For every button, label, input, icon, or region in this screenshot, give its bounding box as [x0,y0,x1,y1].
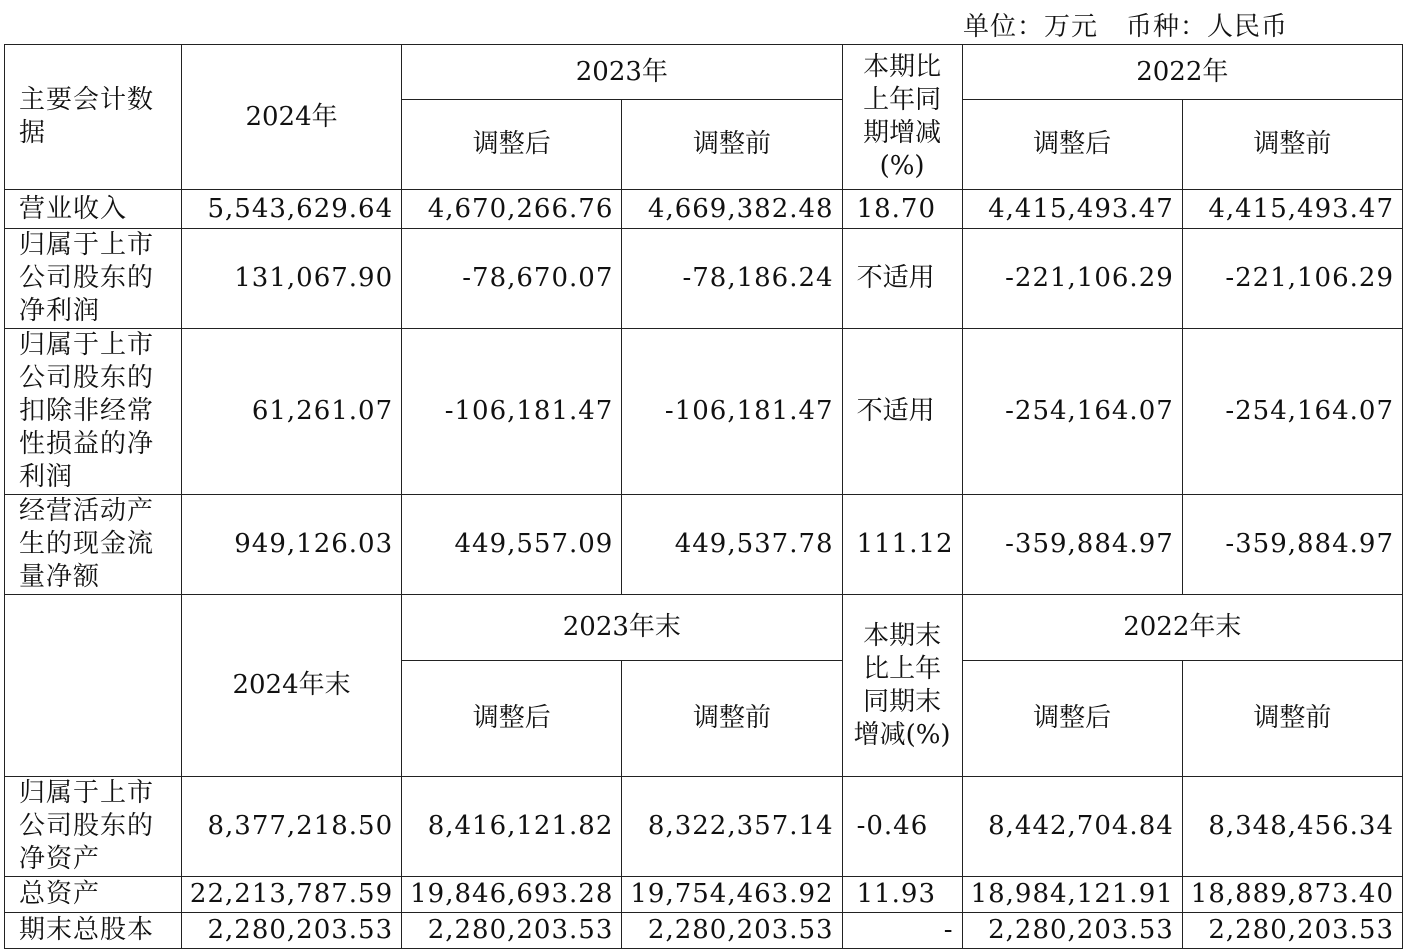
cell-2022-adjusted: -254,164.07 [962,329,1182,495]
unit-label: 单位：万元 [962,12,1098,42]
row-label: 总资产 [5,877,182,913]
cell-2022-adjusted: -359,884.97 [962,495,1182,595]
row-label: 归属于上市公司股东的净资产 [5,777,182,877]
header-row-1 [5,45,1403,100]
cell-2023-end-before: 8,322,357.14 [622,777,842,877]
row-label: 期末总股本 [5,913,182,949]
cell-2022-before: -254,164.07 [1182,329,1402,495]
cell-change-end: - [842,913,962,949]
cell-2023-end-adjusted: 2,280,203.53 [402,913,622,949]
cell-change: 111.12 [842,495,962,595]
table-row [5,190,1403,229]
cell-2022-before: 4,415,493.47 [1182,190,1402,229]
header-2022-end-before: 调整前 [1182,661,1402,777]
header-2024: 2024年 [181,45,401,190]
header-2023-end-before: 调整前 [622,661,842,777]
row-label: 归属于上市公司股东的扣除非经常性损益的净利润 [5,329,182,495]
cell-2024: 131,067.90 [181,229,401,329]
cell-2024: 949,126.03 [181,495,401,595]
table-row [5,877,1403,913]
currency-label: 币种：人民币 [1125,12,1288,42]
row-label: 经营活动产生的现金流量净额 [5,495,182,595]
header-2023: 2023年 [402,45,842,100]
cell-2023-adjusted: -78,670.07 [402,229,622,329]
cell-2023-end-adjusted: 8,416,121.82 [402,777,622,877]
header-2023-adjusted: 调整后 [402,100,622,190]
cell-2023-before: 449,537.78 [622,495,842,595]
unit-line [963,6,1288,43]
cell-change: 18.70 [842,190,962,229]
cell-2022-adjusted: 4,415,493.47 [962,190,1182,229]
cell-2023-before: 4,669,382.48 [622,190,842,229]
cell-2024-end: 8,377,218.50 [181,777,401,877]
cell-2023-before: -106,181.47 [622,329,842,495]
cell-2024: 61,261.07 [181,329,401,495]
table-row [5,777,1403,877]
cell-change: 不适用 [842,229,962,329]
cell-2022-end-before: 18,889,873.40 [1182,877,1402,913]
cell-2023-end-adjusted: 19,846,693.28 [402,877,622,913]
header-2022-end-adjusted: 调整后 [962,661,1182,777]
table-row [5,229,1403,329]
header-item: 主要会计数据 [5,45,182,190]
cell-2022-end-before: 8,348,456.34 [1182,777,1402,877]
header-2022-end: 2022年末 [962,595,1402,661]
cell-2023-end-before: 2,280,203.53 [622,913,842,949]
header-empty [5,595,182,777]
header-2022: 2022年 [962,45,1402,100]
cell-2022-end-adjusted: 2,280,203.53 [962,913,1182,949]
key-accounting-data-table [4,44,1403,949]
cell-2023-end-before: 19,754,463.92 [622,877,842,913]
table-row [5,329,1403,495]
header-change-end: 本期末比上年同期末增减(%) [842,595,962,777]
cell-2024: 5,543,629.64 [181,190,401,229]
cell-2024-end: 2,280,203.53 [181,913,401,949]
table-row [5,913,1403,949]
cell-2022-end-adjusted: 18,984,121.91 [962,877,1182,913]
cell-change-end: 11.93 [842,877,962,913]
table-row [5,495,1403,595]
cell-2023-adjusted: 4,670,266.76 [402,190,622,229]
cell-2022-before: -359,884.97 [1182,495,1402,595]
cell-2023-adjusted: 449,557.09 [402,495,622,595]
header-2022-before: 调整前 [1182,100,1402,190]
header-row-3 [5,595,1403,661]
cell-2022-adjusted: -221,106.29 [962,229,1182,329]
cell-2024-end: 22,213,787.59 [181,877,401,913]
header-2023-before: 调整前 [622,100,842,190]
header-2023-end: 2023年末 [402,595,842,661]
header-2022-adjusted: 调整后 [962,100,1182,190]
header-change: 本期比上年同期增减(%) [842,45,962,190]
cell-2022-end-before: 2,280,203.53 [1182,913,1402,949]
cell-2023-before: -78,186.24 [622,229,842,329]
cell-change-end: -0.46 [842,777,962,877]
cell-2023-adjusted: -106,181.47 [402,329,622,495]
row-label: 营业收入 [5,190,182,229]
header-2024-end: 2024年末 [181,595,401,777]
cell-change: 不适用 [842,329,962,495]
cell-2022-end-adjusted: 8,442,704.84 [962,777,1182,877]
header-2023-end-adjusted: 调整后 [402,661,622,777]
row-label: 归属于上市公司股东的净利润 [5,229,182,329]
cell-2022-before: -221,106.29 [1182,229,1402,329]
